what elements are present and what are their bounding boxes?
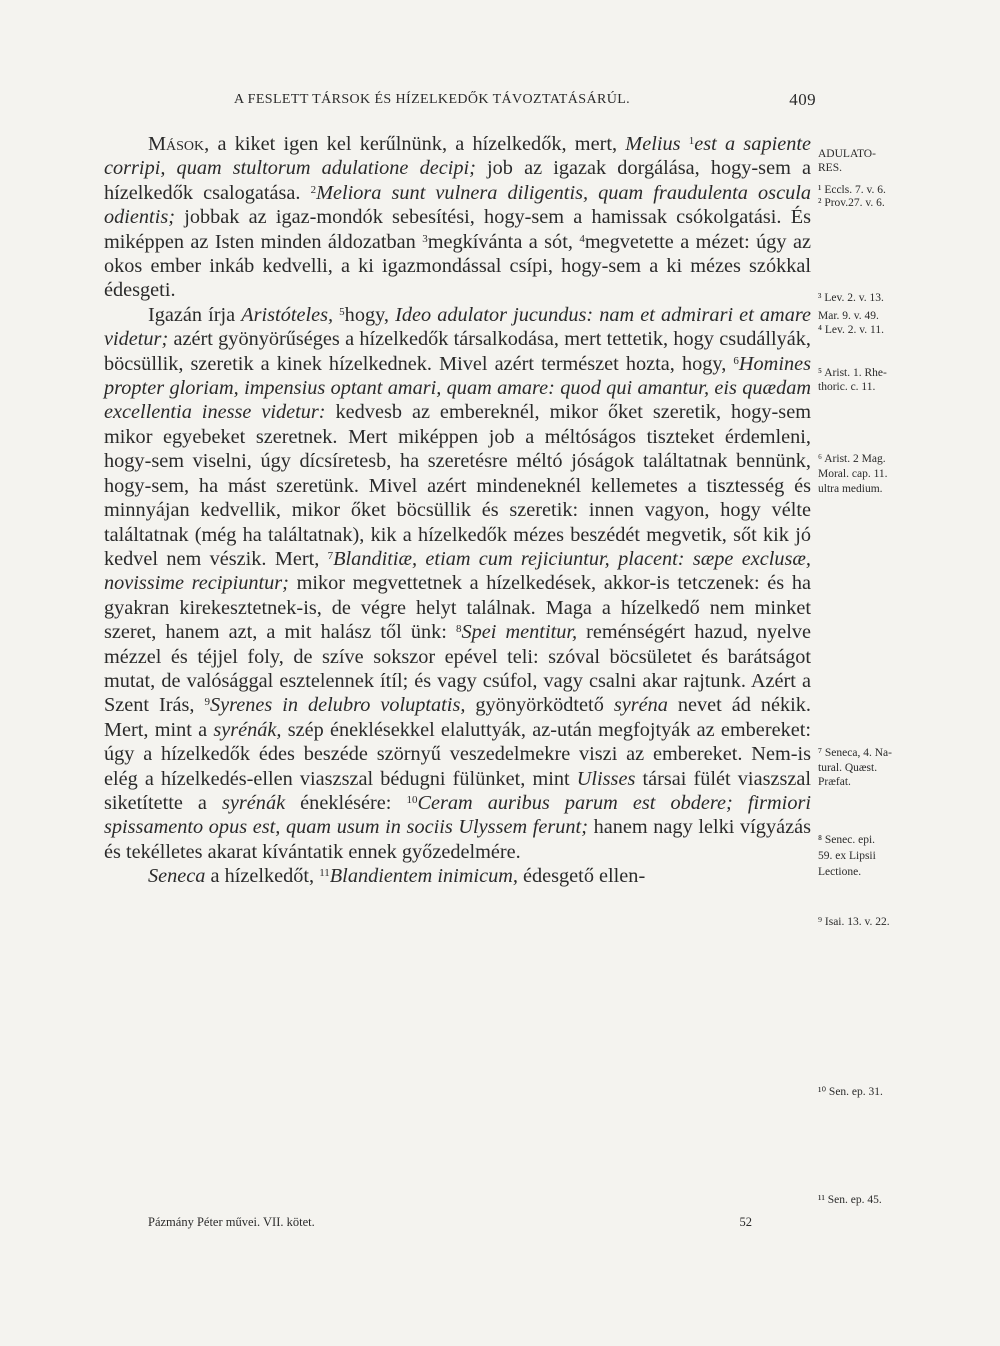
margin-note: ⁹ Isai. 13. v. 22. — [818, 916, 890, 928]
footer-credit: Pázmány Péter művei. VII. kötet. — [148, 1215, 315, 1229]
margin-note: Lectione. — [818, 866, 862, 878]
margin-note: ADULATO- — [818, 148, 876, 160]
paragraph: Mások, a kiket igen kel kerűlnünk, a hízelkedők, mert, Melius $^1$est a sapiente corripi, quam stultorum adulatione decipi; job az igazak dorgálása, hogy-sem a hízelkedők csalogatása. $^2$Meliora sunt vulnera diligentis, quam fraudulenta oscula odientis; jobbak az igaz-mondók sebesítési, hogy-sem a hamissak csókolgatási. És miképpen az Isten minden áldozatban $^3$megkívánta a sót, $^4$megvetette a mézet: úgy az okos ember inkáb kedvelli, a ki igazmondással csípi, hogy-sem a ki mézes szókkal édesgeti. — [104, 133, 811, 302]
margin-note: ⁵ Arist. 1. Rhe- — [818, 367, 887, 379]
margin-note: ⁷ Seneca, 4. Na- — [818, 747, 892, 759]
margin-note: Moral. cap. 11. — [818, 468, 888, 480]
paragraph: Igazán írja Aristóteles, $^5$hogy, Ideo adulator jucundus: nam et admirari et amare videtur; azért gyönyörűséges a hízelkedők társalkodása, mert tettetik, hogy csudállyák, böcsüllik, szeretik a kinek hízelkednek. Mivel azért természet hozta, hogy, $^6$Homines propter gloriam, impensius optant amari, quam amare: quod qui amantur, eis quædam excellentia inesse videtur: kedvesb az embereknél, mikor őket szeretik, hogy-sem mikor egyebeket szeretnek. Mert miképpen job a méltóságos tiszteket érdemleni, hogy-sem viselni, úgy dícsíretesb, ha szeretésre méltó jóságok találtatnak bennünk, hogy-sem, ha mást szeretünk. Mivel azért mindeneknél kellemetes a tisztesség és minnyájan kedvellik, mikor őket böcsüllik és szeretik: innen vagyon, hogy vélte találtatnak (még ha találtatnak), kik a hízelkedők mézes beszédét megvetik, sőt kik jó kedvel nem vészik. Mert, $^7$Blanditiæ, etiam cum rejiciuntur, placent: sæpe exclusæ, novissime recipiuntur; mikor megvettetnek a hízelkedések, akkor-is tetczenek: és ha gyakran kirekesztetnek-is, de végre helyt találnak. Maga a hízelkedő nem minket szeret, hanem azt, a mit halász től ünk: $^8$Spei mentitur, reménségért hazud, nyelve mézzel és téjjel foly, de szíve sokszor epével teli: szóval böcsületet és barátságot mutat, de valósággal esztelennek ítíl; és vagy csúfol, vagy csalni akar rajtunk. Azért a Szent Irás, $^9$Syrenes in delubro voluptatis, gyönyörködtető syréna nevet ád nékik. Mert, mint a syrénák, szép éneklésekkel elaluttyák, az-után megfojtyák az embereket: úgy a hízelkedők édes beszéde szörnyű veszedelmekre viszi az embereket. Nem-is elég a hízelkedés-ellen viaszszal bédugni fülünket, mint Ulisses társai fülét viaszszal siketítette a syrénák éneklésére: $^{10}$Ceram auribus parum est obdere; firmiori spissamento opus est, quam usum in sociis Ulyssem ferunt; hanem nagy lelki vígyázás és tekélletes akarat kívántatik ennek győzedelmére. — [104, 303, 812, 863]
margin-note: ¹¹ Sen. ep. 45. — [818, 1194, 882, 1206]
margin-note: ultra medium. — [818, 483, 883, 495]
margin-note: ¹ Eccls. 7. v. 6. — [818, 184, 886, 196]
margin-note: ⁴ Lev. 2. v. 11. — [818, 324, 884, 336]
margin-note: ² Prov.27. v. 6. — [818, 197, 885, 209]
paragraph: Seneca a hízelkedőt, $^{11}$Blandientem inimicum, édesgető ellen- — [148, 865, 646, 888]
main-text — [104, 132, 811, 889]
margin-note: ³ Lev. 2. v. 13. — [818, 292, 884, 304]
margin-note: ⁶ Arist. 2 Mag. — [818, 453, 886, 465]
margin-note: RES. — [818, 162, 842, 174]
margin-note: Mar. 9. v. 49. — [818, 310, 879, 322]
margin-note: ⁸ Senec. epi. — [818, 834, 876, 846]
margin-note: tural. Quæst. — [818, 762, 878, 774]
margin-note: ¹⁰ Sen. ep. 31. — [818, 1086, 883, 1098]
margin-note: thoric. c. 11. — [818, 381, 876, 393]
signature-mark: 52 — [739, 1215, 752, 1229]
margin-note: 59. ex Lipsii — [818, 850, 876, 862]
page-number: 409 — [789, 90, 816, 109]
running-title: A FESLETT TÁRSOK ÉS HÍZELKEDŐK TÁVOZTATÁSÁRÚL. — [234, 92, 631, 107]
margin-note: Præfat. — [818, 776, 851, 788]
